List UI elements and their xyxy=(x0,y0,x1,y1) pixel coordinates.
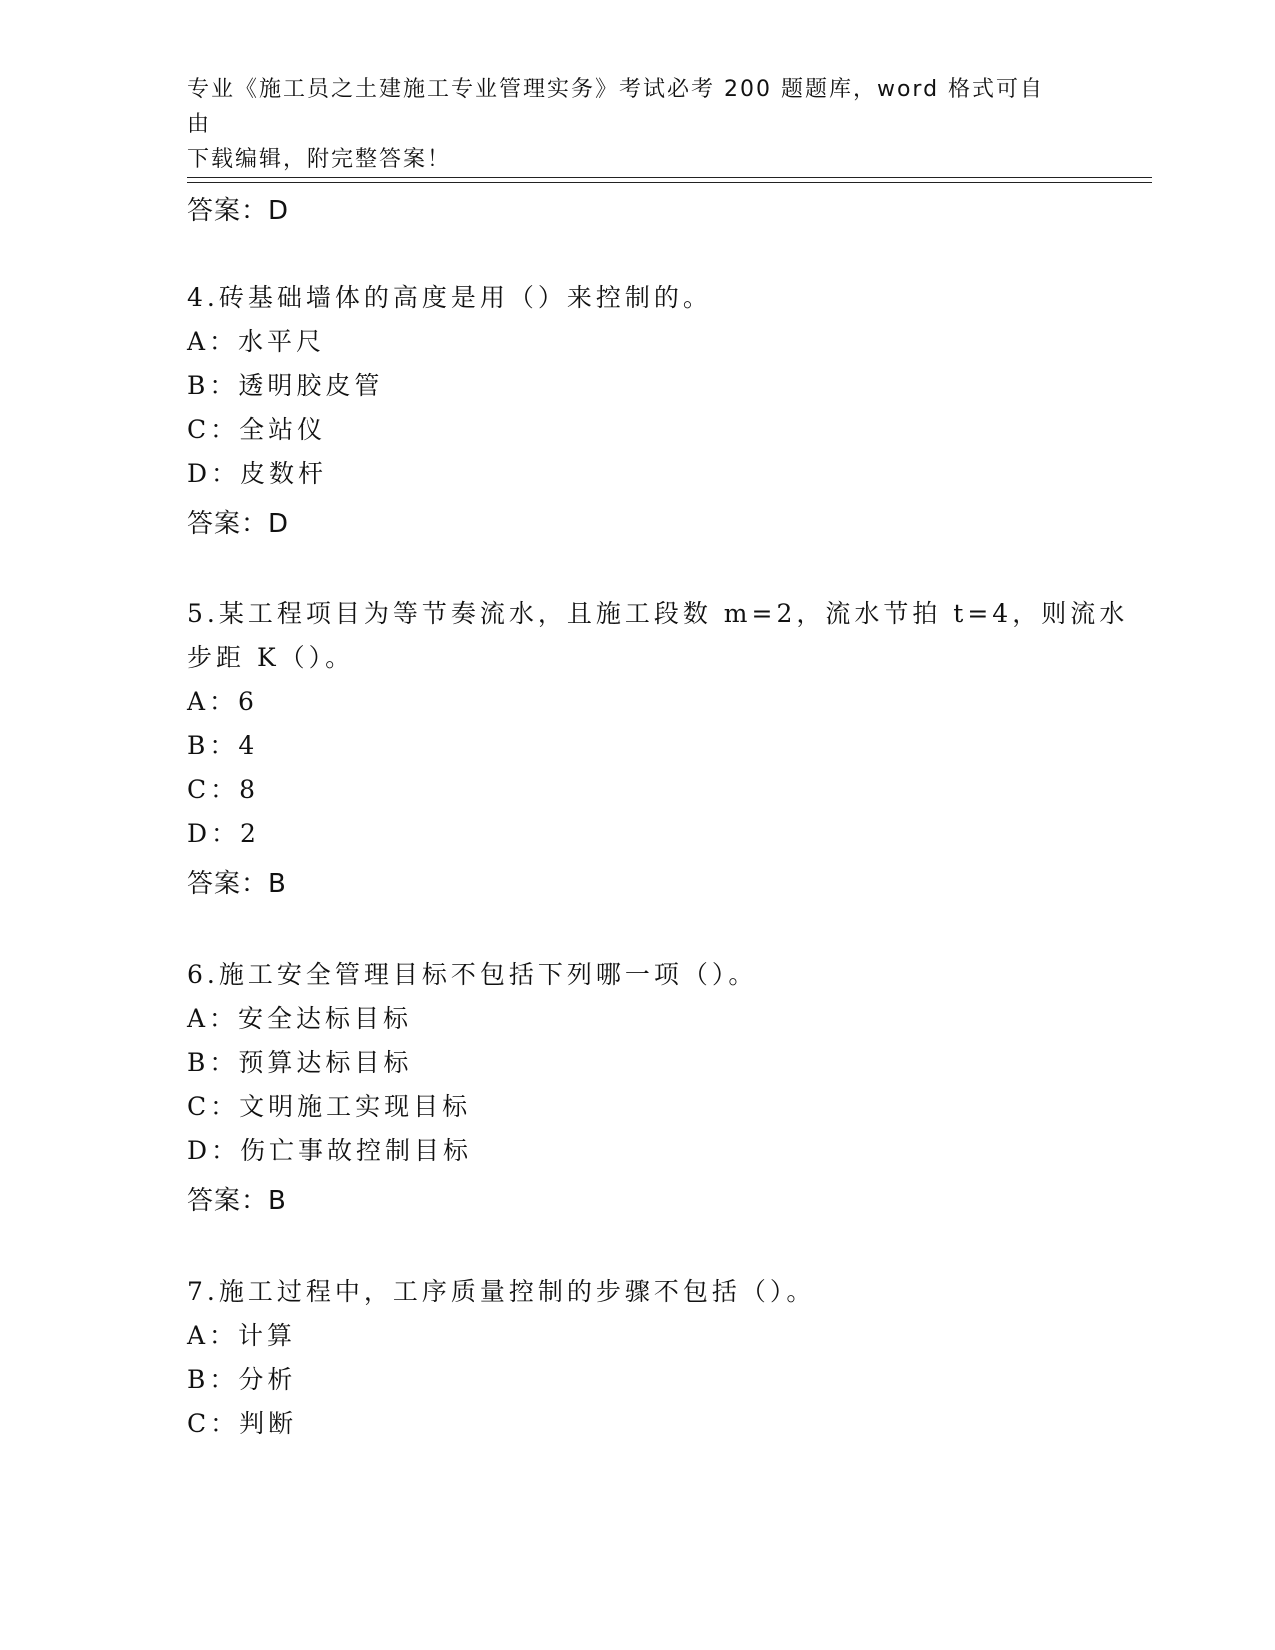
question-4-option-b: B：透明胶皮管 xyxy=(187,371,384,400)
header-divider-top xyxy=(187,177,1152,178)
header-divider-bottom xyxy=(187,182,1152,183)
header-line-2: 下载编辑，附完整答案！ xyxy=(187,147,452,172)
question-6-option-b: B：预算达标目标 xyxy=(187,1048,413,1077)
header-line-1: 专业《施工员之土建施工专业管理实务》考试必考 200 题题库，word 格式可自由 xyxy=(187,77,1045,137)
question-4-option-a: A：水平尺 xyxy=(187,327,326,356)
question-7-option-b: B：分析 xyxy=(187,1365,297,1394)
question-6-answer: 答案：B xyxy=(187,1186,287,1216)
question-7-option-c: C：判断 xyxy=(187,1409,298,1438)
question-5-stem-line-1: 5.某工程项目为等节奏流水，且施工段数 m=2，流水节拍 t=4，则流水 xyxy=(187,599,1129,628)
question-6-stem: 6.施工安全管理目标不包括下列哪一项（）。 xyxy=(187,960,758,989)
question-5-answer: 答案：B xyxy=(187,869,287,899)
question-6-option-a: A：安全达标目标 xyxy=(187,1004,413,1033)
question-7-stem: 7.施工过程中，工序质量控制的步骤不包括（）。 xyxy=(187,1277,816,1306)
question-4-stem: 4.砖基础墙体的高度是用（）来控制的。 xyxy=(187,283,712,312)
question-4-option-d: D：皮数杆 xyxy=(187,459,328,488)
question-4-option-c: C：全站仪 xyxy=(187,415,327,444)
answer-previous: 答案：D xyxy=(187,196,290,226)
question-5-option-c: C：8 xyxy=(187,775,260,804)
question-5-option-b: B：4 xyxy=(187,731,259,760)
question-5-option-d: D：2 xyxy=(187,819,260,848)
question-6-option-d: D：伤亡事故控制目标 xyxy=(187,1136,473,1165)
document-header xyxy=(187,72,1067,177)
question-7-option-a: A：计算 xyxy=(187,1321,297,1350)
question-4-answer: 答案：D xyxy=(187,509,290,539)
question-5-option-a: A：6 xyxy=(187,687,258,716)
question-6-option-c: C：文明施工实现目标 xyxy=(187,1092,472,1121)
question-5-stem-line-2: 步距 K（）。 xyxy=(187,643,355,672)
